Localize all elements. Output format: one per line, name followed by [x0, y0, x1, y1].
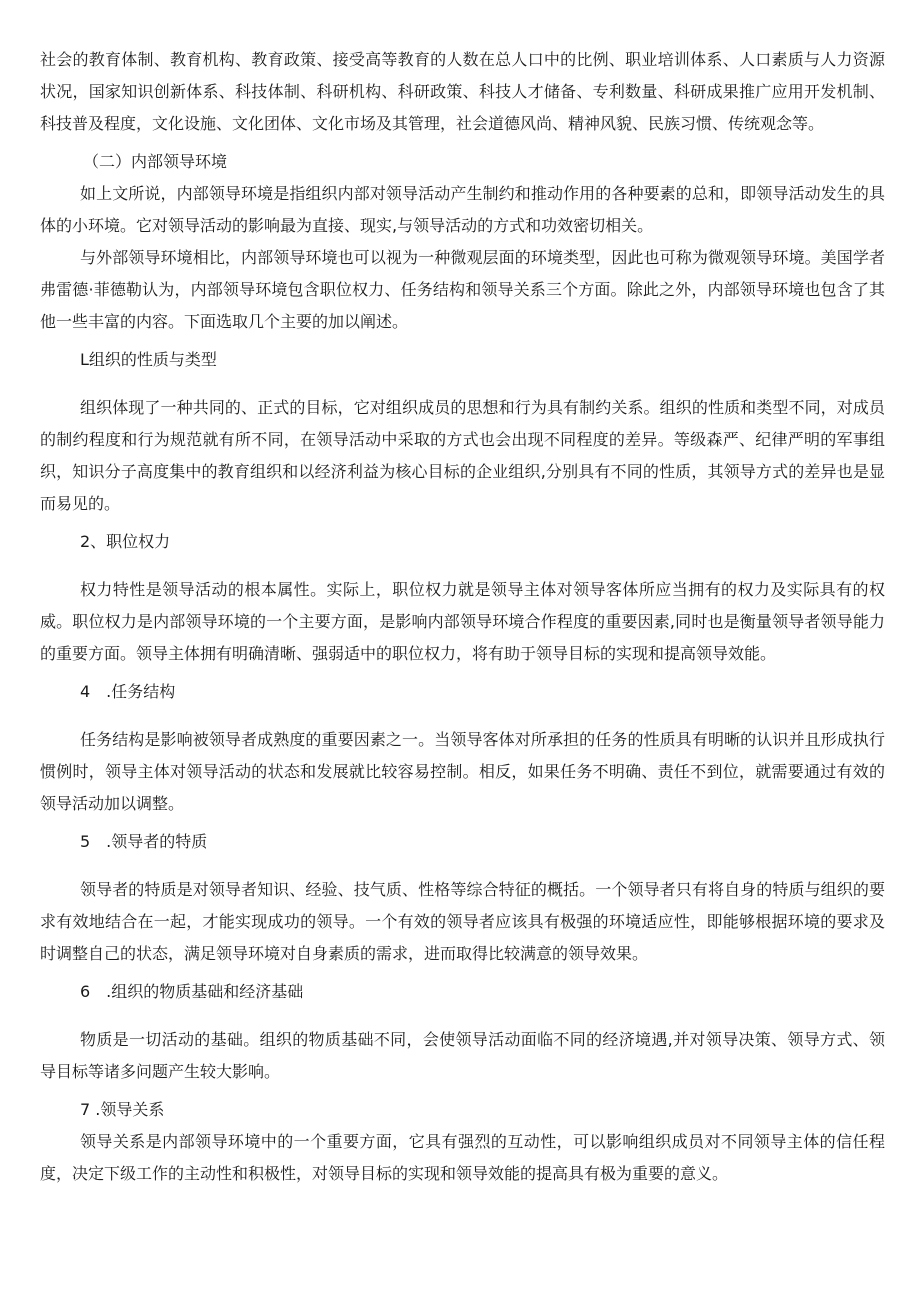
paragraph-material-economic-basis: 物质是一切活动的基础。组织的物质基础不同，会使领导活动面临不同的经济境遇,并对领导决策、领导方式、领导目标等诸多问题产生较大影响。 [40, 1030, 885, 1081]
heading-material-economic-basis: 6 .组织的物质基础和经济基础 [80, 982, 304, 1001]
paragraph-leader-traits: 领导者的特质是对领导者知识、经验、技气质、性格等综合特征的概括。一个领导者只有将自身的特质与组织的要求有效地结合在一起，才能实现成功的领导。一个有效的领导者应该具有极强的环境适应性，即能够根据环境的要求及时调整自己的状态，满足领导环境对自身素质的需求，进而取得比较满意的领导效果。 [40, 880, 885, 963]
paragraph-leadership-relations: 领导关系是内部领导环境中的一个重要方面，它具有强烈的互动性，可以影响组织成员对不同领导主体的信任程度，决定下级工作的主动性和积极性，对领导目标的实现和领导效能的提高具有极为重要的意义。 [40, 1132, 885, 1183]
heading-organization-nature: L组织的性质与类型 [80, 350, 217, 369]
heading-leadership-relations: 7 .领导关系 [80, 1100, 165, 1119]
heading-leader-traits: 5 .领导者的特质 [80, 832, 208, 851]
paragraph-internal-1: 如上文所说，内部领导环境是指组织内部对领导活动产生制约和推动作用的各种要素的总和，即领导活动发生的具体的小环境。它对领导活动的影响最为直接、现实,与领导活动的方式和功效密切相关。 [40, 184, 885, 235]
paragraph-intro: 社会的教育体制、教育机构、教育政策、接受高等教育的人数在总人口中的比例、职业培训体系、人口素质与人力资源状况，国家知识创新体系、科技体制、科研机构、科研政策、科技人才储备、专利数量、科研成果推广应用开发机制、科技普及程度，文化设施、文化团体、文化市场及其管理，社会道德风尚、精神风貌、民族习惯、传统观念等。 [40, 50, 885, 133]
heading-position-power: 2、职位权力 [80, 532, 171, 551]
section-heading-internal-environment: （二）内部领导环境 [83, 152, 228, 171]
heading-task-structure: 4 .任务结构 [80, 682, 176, 701]
paragraph-internal-2: 与外部领导环境相比，内部领导环境也可以视为一种微观层面的环境类型，因此也可称为微观领导环境。美国学者弗雷德·菲德勒认为，内部领导环境包含职位权力、任务结构和领导关系三个方面。除此之外，内部领导环境也包含了其他一些丰富的内容。下面选取几个主要的加以阐述。 [40, 248, 885, 331]
paragraph-task-structure: 任务结构是影响被领导者成熟度的重要因素之一。当领导客体对所承担的任务的性质具有明晰的认识并且形成执行惯例时，领导主体对领导活动的状态和发展就比较容易控制。相反，如果任务不明确、责任不到位，就需要通过有效的领导活动加以调整。 [40, 730, 885, 813]
document-page [40, 44, 885, 1190]
paragraph-position-power: 权力特性是领导活动的根本属性。实际上，职位权力就是领导主体对领导客体所应当拥有的权力及实际具有的权威。职位权力是内部领导环境的一个主要方面，是影响内部领导环境合作程度的重要因素,同时也是衡量领导者领导能力的重要方面。领导主体拥有明确清晰、强弱适中的职位权力，将有助于领导目标的实现和提高领导效能。 [40, 580, 885, 663]
paragraph-organization-nature: 组织体现了一种共同的、正式的目标，它对组织成员的思想和行为具有制约关系。组织的性质和类型不同，对成员的制约程度和行为规范就有所不同，在领导活动中采取的方式也会出现不同程度的差异。等级森严、纪律严明的军事组织，知识分子高度集中的教育组织和以经济利益为核心目标的企业组织,分别具有不同的性质，其领导方式的差异也是显而易见的。 [40, 398, 885, 513]
